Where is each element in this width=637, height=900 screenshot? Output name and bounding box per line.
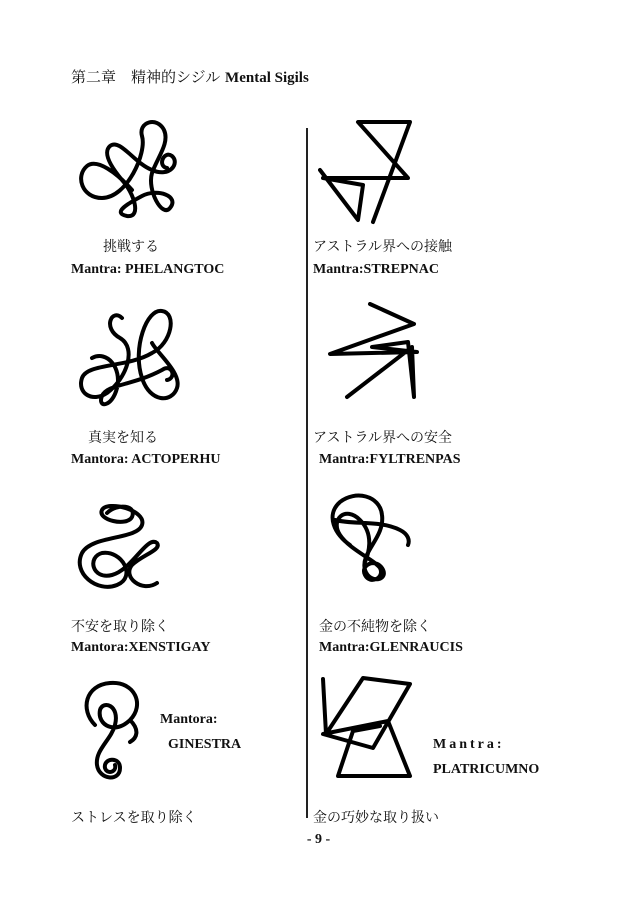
sigil-caption: 金の巧妙な取り扱い: [313, 810, 439, 826]
sigil-mantra: Mantra:FYLTRENPAS: [319, 452, 461, 467]
sigil-mantra: Mantora:XENSTIGAY: [71, 640, 211, 655]
sigil-challenge: [72, 118, 192, 223]
sigil-mantra: Mantra:GLENRAUCIS: [319, 640, 463, 655]
sigil-remove-anxiety: [72, 495, 167, 600]
sigil-caption: ストレスを取り除く: [71, 810, 197, 826]
sigil-remove-gold-impurities: [320, 490, 415, 590]
sigil-remove-stress: [75, 680, 150, 785]
sigil-mantra-label: Mantra:: [433, 737, 505, 752]
sigil-know-truth: [72, 308, 187, 413]
sigil-astral-safety: [322, 302, 422, 402]
chapter-title-english: Mental Sigils: [225, 70, 309, 86]
sigil-mantra-word: PLATRICUMNO: [433, 762, 540, 777]
sigil-caption: 真実を知る: [88, 430, 158, 446]
sigil-mantra-word: GINESTRA: [168, 737, 242, 752]
sigil-caption: アストラル界への安全: [313, 430, 453, 446]
sigil-gold-handling: [318, 676, 418, 786]
page-number: - 9 -: [306, 832, 331, 847]
sigil-mantra-label: Mantora:: [160, 712, 218, 727]
chapter-heading: 第二章 精神的シジル: [71, 68, 221, 86]
column-divider: [306, 128, 308, 818]
sigil-mantra: Mantra: PHELANGTOC: [71, 262, 225, 277]
chapter-title: [71, 66, 309, 87]
sigil-mantra: Mantora: ACTOPERHU: [71, 452, 221, 467]
sigil-caption: アストラル界への接触: [313, 239, 453, 255]
sigil-caption: 金の不純物を除く: [319, 619, 431, 635]
sigil-caption: 挑戦する: [103, 239, 159, 255]
sigil-caption: 不安を取り除く: [71, 619, 169, 635]
sigil-astral-contact: [318, 120, 418, 228]
sigil-mantra: Mantra:STREPNAC: [313, 262, 439, 277]
